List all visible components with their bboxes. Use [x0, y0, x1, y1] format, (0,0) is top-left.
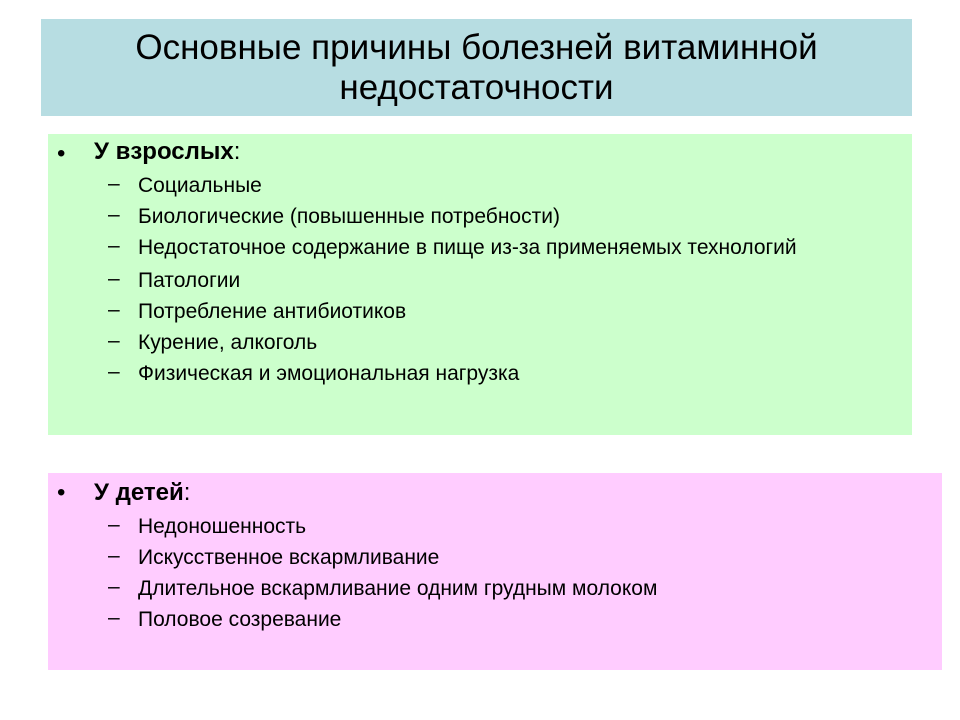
- list-item-text: Недоношенность: [138, 515, 307, 538]
- dash-icon: –: [108, 298, 120, 321]
- list-item: [48, 577, 898, 601]
- children-heading: [94, 479, 190, 507]
- list-item: [48, 174, 898, 198]
- dash-icon: –: [108, 234, 120, 257]
- dash-icon: –: [108, 360, 120, 383]
- list-item: [48, 331, 898, 355]
- dash-icon: –: [108, 203, 120, 226]
- list-item: [48, 236, 898, 260]
- children-heading-label: У детей: [94, 479, 184, 506]
- list-item-text: Половое созревание: [138, 608, 342, 631]
- dash-icon: –: [108, 606, 120, 629]
- adults-heading-colon: :: [233, 138, 241, 165]
- list-item: [48, 300, 898, 324]
- list-item-text: Недостаточное содержание в пище из-за применяемых технологий: [138, 236, 797, 259]
- list-item: [48, 546, 898, 570]
- list-item-text: Биологические (повышенные потребности): [138, 205, 560, 228]
- adults-causes-panel: [48, 134, 912, 435]
- dash-icon: –: [108, 267, 120, 290]
- children-causes-list: [48, 515, 898, 639]
- list-item-text: Патологии: [138, 269, 241, 292]
- adults-heading: [94, 138, 240, 166]
- list-item: [48, 205, 898, 229]
- list-item-text: Длительное вскармливание одним грудным молоком: [138, 577, 658, 600]
- list-item: [48, 515, 898, 539]
- dash-icon: –: [108, 172, 120, 195]
- list-item-text: Социальные: [138, 174, 262, 197]
- dash-icon: –: [108, 544, 120, 567]
- adults-causes-list: [48, 174, 898, 393]
- adults-heading-label: У взрослых: [94, 138, 234, 165]
- dash-icon: –: [108, 329, 120, 352]
- list-item: [48, 362, 898, 386]
- children-causes-panel: [48, 473, 942, 670]
- slide-title-line-2: недостаточности: [339, 67, 614, 107]
- list-item-text: Физическая и эмоциональная нагрузка: [138, 362, 520, 385]
- list-item: [48, 269, 898, 293]
- list-item-text: Искусственное вскармливание: [138, 546, 440, 569]
- list-item-text: Курение, алкоголь: [138, 331, 318, 354]
- slide-title-box: [41, 19, 912, 116]
- dash-icon: –: [108, 513, 120, 536]
- dash-icon: –: [108, 575, 120, 598]
- list-item-text: Потребление антибиотиков: [138, 300, 407, 323]
- slide-title-line-1: Основные причины болезней витаминной: [135, 27, 818, 67]
- bullet-icon: •: [57, 479, 66, 506]
- bullet-icon: •: [57, 140, 66, 167]
- list-item: [48, 608, 898, 632]
- children-heading-colon: :: [183, 479, 191, 506]
